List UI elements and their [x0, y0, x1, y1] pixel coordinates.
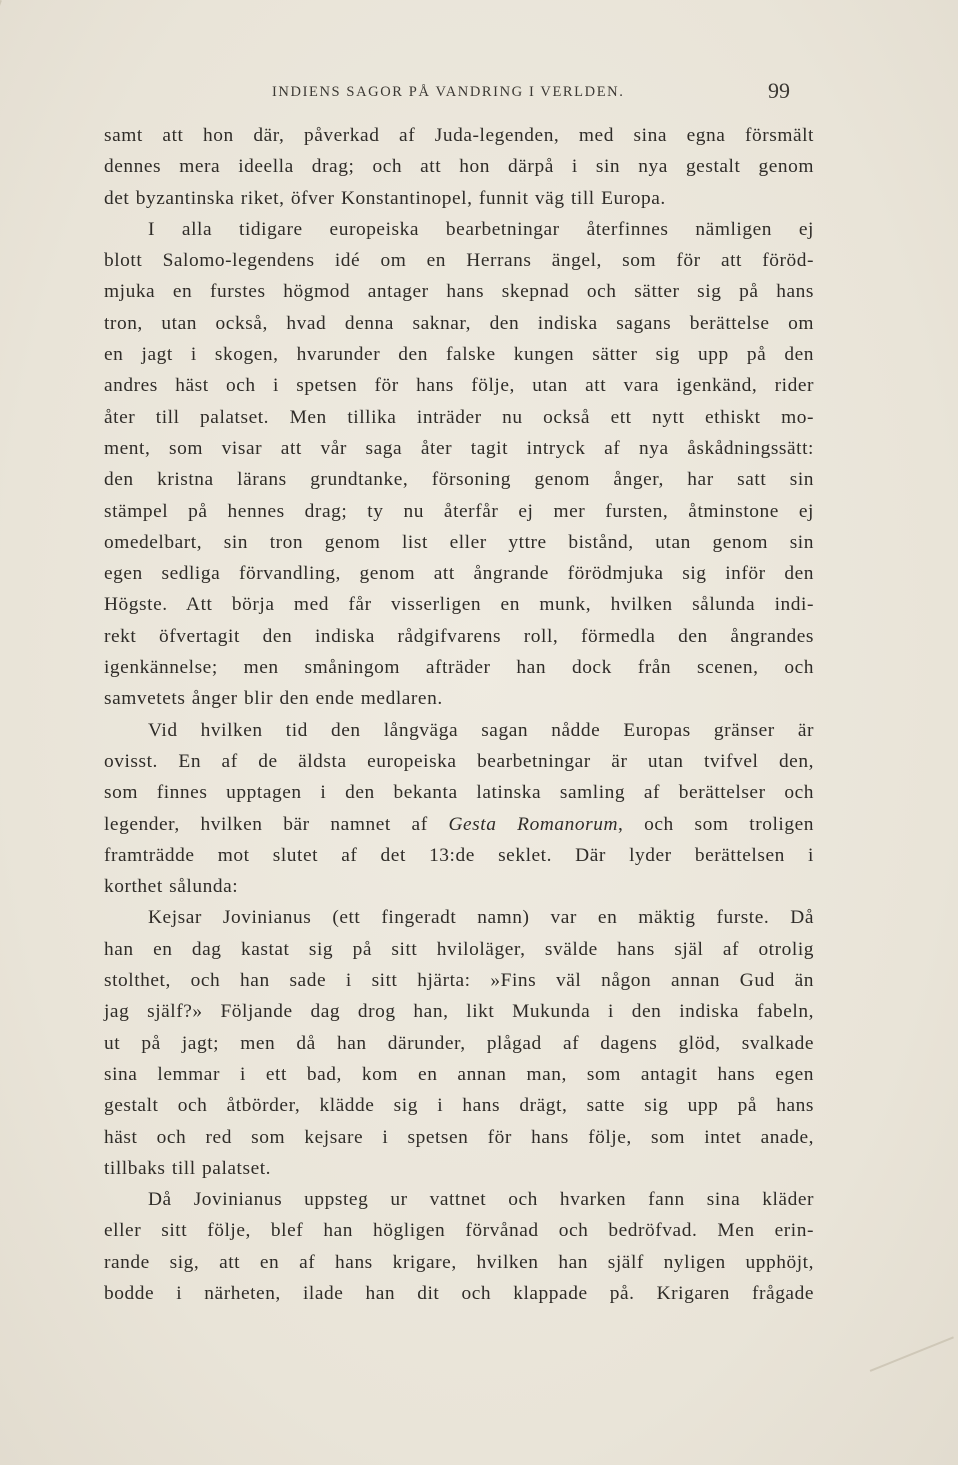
page-number: 99 — [768, 78, 790, 103]
text-segment: legender, hvilken bär namnet af — [104, 813, 428, 835]
text-line: Vid hvilken tid den långväga sagan nådde Europas gränser är — [148, 719, 814, 741]
text-line: I alla tidigare europeiska bearbetningar återfinnes nämligen ej — [148, 218, 814, 240]
text-line: ovisst. En af de äldsta europeiska bearbetningar är utan tvifvel den, — [104, 750, 814, 772]
text-line: stolthet, och han sade i sitt hjärta: »Fins väl någon annan Gud än — [104, 970, 814, 992]
page-edge-mark — [0, 0, 2, 57]
body-text — [104, 120, 814, 1309]
text-line: rekt öfvertagit den indiska rådgifvarens roll, förmedla den ångrandes — [104, 625, 814, 647]
text-line: andres häst och i spetsen för hans följe, utan att vara igenkänd, rider — [104, 375, 814, 397]
text-line: tillbaks till palatset. — [104, 1157, 272, 1179]
text-line: korthet sålunda: — [104, 876, 239, 898]
text-line: gestalt och åtbörder, klädde sig i hans drägt, satte sig upp på hans — [104, 1095, 814, 1117]
text-line: det byzantinska riket, öfver Konstantinopel, funnit väg till Europa. — [104, 187, 666, 209]
text-line: han en dag kastat sig på sitt hviloläger, svälde hans själ af otrolig — [104, 938, 814, 960]
page-edge-mark — [870, 1336, 954, 1371]
text-line: eller sitt följe, blef han högligen förvånad och bedröfvad. Men erin- — [104, 1220, 814, 1242]
text-line: rande sig, att en af hans krigare, hvilken han själf nyligen upphöjt, — [104, 1251, 814, 1273]
text-line: sina lemmar i ett bad, kom en annan man, som antagit hans egen — [104, 1063, 814, 1085]
text-line: jag själf?» Följande dag drog han, likt Mukunda i den indiska fabeln, — [104, 1001, 814, 1023]
text-line: dennes mera ideella drag; och att hon därpå i sin nya gestalt genom — [104, 156, 814, 178]
page-header — [104, 78, 790, 108]
text-line: som finnes upptagen i den bekanta latinska samling af berättelser och — [104, 782, 814, 804]
italic-title: Gesta Romanorum — [448, 813, 619, 835]
text-line: bodde i närheten, ilade han dit och klappade på. Krigaren frågade — [104, 1282, 814, 1304]
text-line: omedelbart, sin tron genom list eller yttre bistånd, utan genom sin — [104, 531, 814, 553]
text-line: ut på jagt; men då han därunder, plågad af dagens glöd, svalkade — [104, 1032, 814, 1054]
text-line: stämpel på hennes drag; ty nu återfår ej mer fursten, åtminstone ej — [104, 500, 814, 522]
text-line: Då Jovinianus uppsteg ur vattnet och hvarken fann sina kläder — [148, 1189, 814, 1211]
text-line: samt att hon där, påverkad af Juda-legenden, med sina egna försmält — [104, 125, 814, 146]
text-line: samvetets ånger blir den ende medlaren. — [104, 688, 443, 710]
text-line: tron, utan också, hvad denna saknar, den indiska sagans berättelse om — [104, 312, 814, 334]
text-line: Högste. Att börja med får visserligen en munk, hvilken sålunda indi- — [104, 594, 814, 616]
text-line-with-italic — [104, 809, 814, 840]
text-line: Kejsar Jovinianus (ett fingeradt namn) var en mäktig furste. Då — [148, 907, 814, 929]
text-line: framträdde mot slutet af det 13:de seklet. Där lyder berättelsen i — [104, 844, 814, 866]
running-head: INDIENS SAGOR PÅ VANDRING I VERLDEN. — [272, 84, 625, 100]
text-line: den kristna lärans grundtanke, försoning genom ånger, har satt sin — [104, 469, 814, 491]
text-line: ment, som visar att vår saga åter tagit intryck af nya åskådningssätt: — [104, 437, 814, 459]
text-line: häst och red som kejsare i spetsen för hans följe, som intet anade, — [104, 1126, 814, 1148]
text-line: åter till palatset. Men tillika inträder nu också ett nytt ethiskt mo- — [104, 406, 814, 428]
text-segment: , och som troligen — [618, 813, 814, 835]
text-line: igenkännelse; men småningom afträder han dock från scenen, och — [104, 657, 814, 679]
text-line: blott Salomo-legendens idé om en Herrans ängel, som för att föröd- — [104, 250, 814, 272]
text-line: egen sedliga förvandling, genom att ångrande förödmjuka sig inför den — [104, 563, 814, 585]
text-line: mjuka en furstes högmod antager hans skepnad och sätter sig på hans — [104, 281, 814, 303]
text-line: en jagt i skogen, hvarunder den falske kungen sätter sig upp på den — [104, 344, 814, 366]
